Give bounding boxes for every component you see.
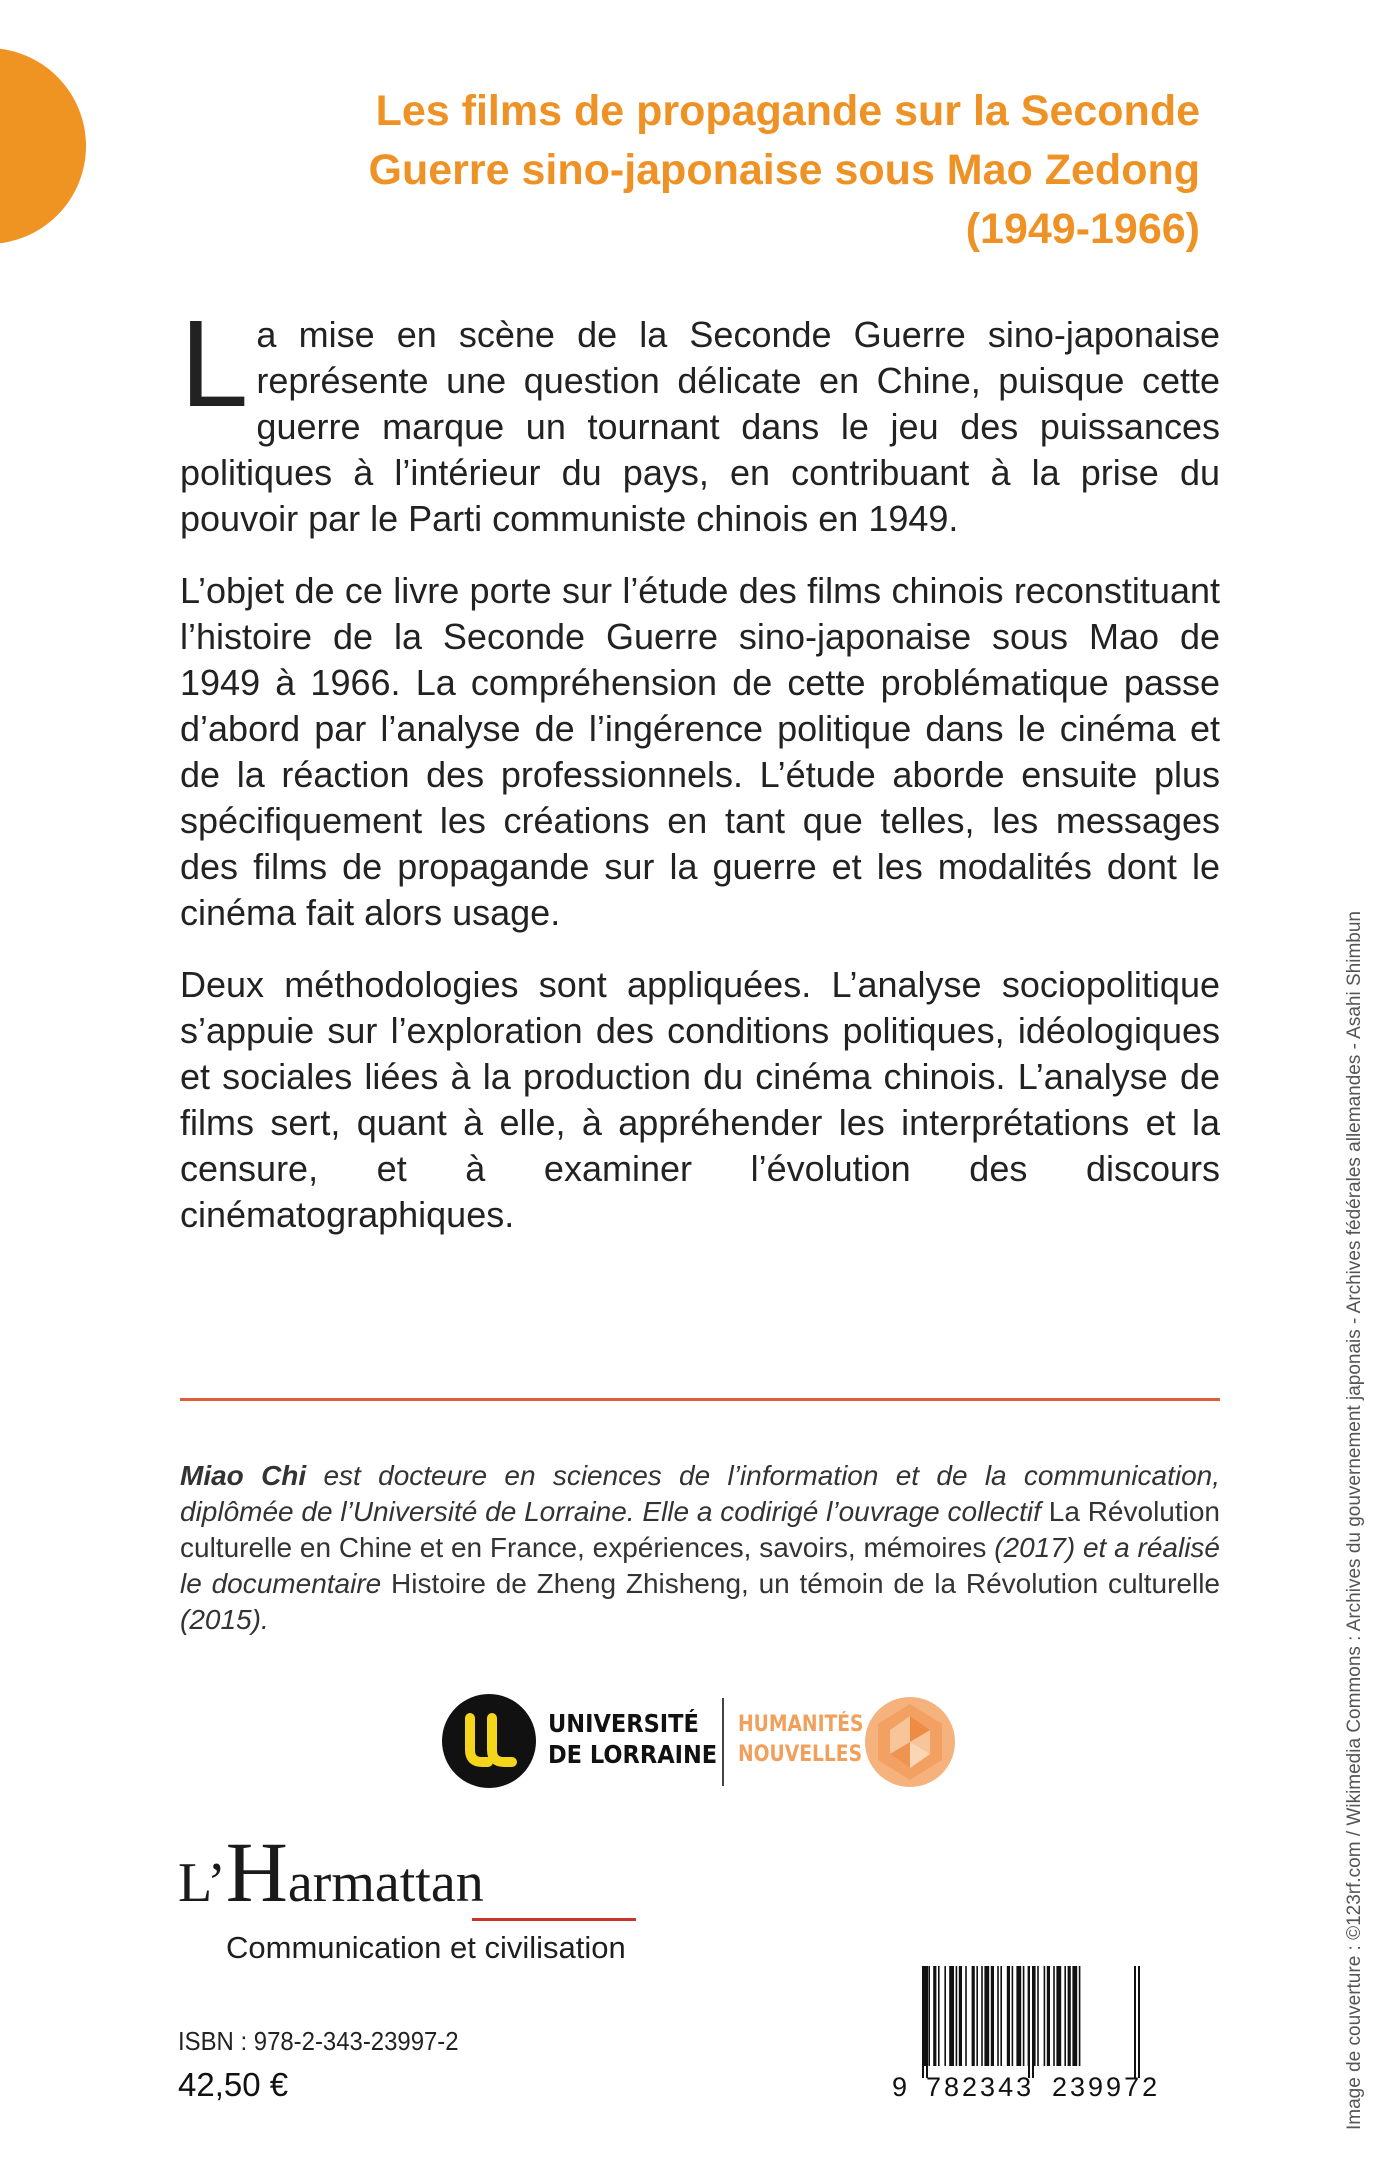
title-line-1: Les films de propagande sur la Seconde — [375, 87, 1200, 135]
author-bio — [180, 1458, 1220, 1638]
publisher-logo: L’Harmattan — [178, 1824, 484, 1920]
humanites-nouvelles-wordmark: HUMANITÉS NOUVELLES — [738, 1712, 864, 1767]
universite-lorraine-wordmark: UNIVERSITÉ DE LORRAINE — [548, 1709, 718, 1769]
bio-book-title: La Révolution culturelle en Chine et en France, expériences, savoirs, mémoires — [180, 1496, 1221, 1563]
isbn: ISBN : 978-2-343-23997-2 — [178, 2026, 459, 2056]
orange-corner-circle — [0, 48, 86, 244]
publisher-underline — [472, 1918, 636, 1921]
drop-cap: L — [180, 296, 249, 433]
blurb-paragraph-1 — [180, 296, 1220, 542]
blurb-paragraph-1-text: a mise en scène de la Seconde Guerre sino-japonaise représente une question délicate en Chine, puisque cette guerre marque un tournant dans le jeu des puissances politiques à l’intérieur du pays, en contribuant à la prise du pouvoir par le Parti communiste chinois en 1949. — [180, 314, 1220, 539]
bio-text-3: (2015). — [180, 1604, 269, 1635]
collection-name: Communication et civilisation — [226, 1930, 626, 1965]
logo-separator — [722, 1698, 724, 1786]
author-name: Miao Chi — [180, 1460, 307, 1491]
blurb — [180, 296, 1220, 1264]
blurb-paragraph-2: L’objet de ce livre porte sur l’étude des films chinois reconstituant l’histoire de la Seconde Guerre sino-japonaise sous Mao de 1949 à 1966. La compréhension de cette problématique passe d’abord par l’analyse de l’ingérence politique dans le cinéma et de la réaction des professionnels. L’étude aborde ensuite plus spécifiquement les créations en tant que telles, les messages des films de propagande sur la guerre et les modalités dont le cinéma fait alors usage. — [180, 570, 1220, 933]
gem-icon — [864, 1696, 956, 1788]
bio-text-1: est docteure en sciences de l’information et de la communication, diplômée de l’Université de Lorraine. Elle a codirigé l’ouvrage collectif — [180, 1460, 1220, 1527]
book-title — [230, 82, 1200, 259]
barcode-digits: 9 782343 239972 — [892, 2072, 1161, 2102]
cover-image-credit: Image de couverture : ©123rf.com / Wikimedia Commons : Archives du gouvernement japonais - Archives fédérales allemandes - Asahi Shimbun — [1344, 911, 1365, 2130]
partner-logos — [442, 1694, 962, 1794]
price: 42,50 € — [178, 2066, 289, 2103]
section-divider — [180, 1398, 1220, 1401]
universite-lorraine-logo-icon — [442, 1694, 536, 1788]
title-line-2: Guerre sino-japonaise sous Mao Zedong — [368, 146, 1200, 194]
title-line-3: (1949-1966) — [965, 205, 1200, 253]
blurb-paragraph-3: Deux méthodologies sont appliquées. L’analyse sociopolitique s’appuie sur l’exploration des conditions politiques, idéologiques et sociales liées à la production du cinéma chinois. L’analyse de films sert, quant à elle, à appréhender les interprétations et la censure, et à examiner l’évolution des discours cinématographiques. — [180, 964, 1220, 1235]
bio-film-title: Histoire de Zheng Zhisheng, un témoin de la Révolution culturelle — [391, 1568, 1221, 1599]
bio-text-2: (2017) et a réalisé le documentaire — [180, 1532, 1220, 1599]
